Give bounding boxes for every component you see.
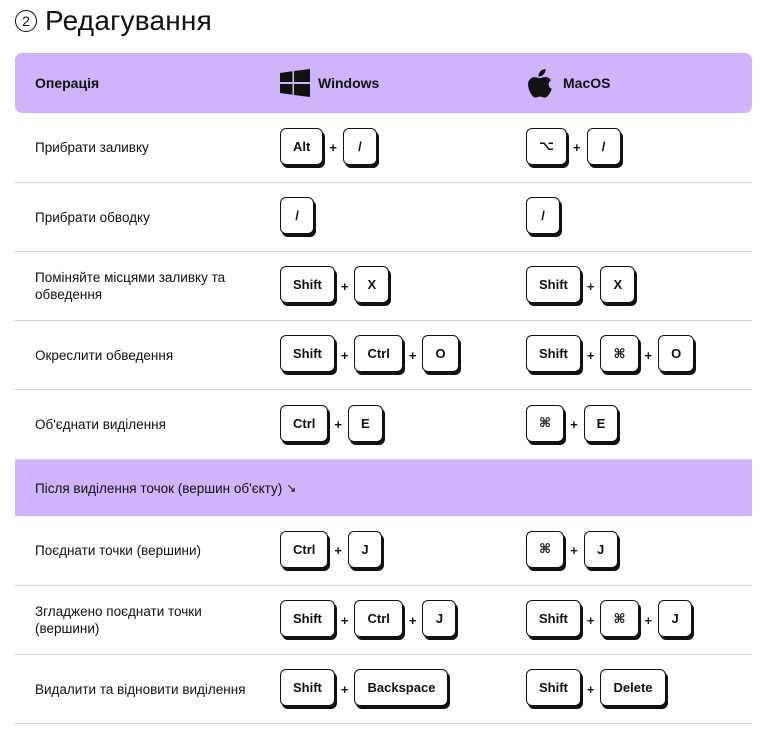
operation-label: Поєднати точки (вершини): [35, 543, 201, 558]
windows-shortcut: [280, 390, 383, 459]
key-cap: Shift: [526, 669, 581, 706]
plus-sign: +: [586, 278, 595, 294]
header-windows: [280, 53, 379, 113]
operation-label: Об'єднати виділення: [35, 417, 166, 432]
macos-shortcut: [526, 252, 635, 320]
macos-shortcut: [526, 321, 694, 389]
rows-bottom: [15, 516, 752, 724]
plus-sign: +: [570, 417, 578, 432]
table-row: [15, 390, 752, 460]
page-title-text: Редагування: [45, 5, 212, 36]
key-cap: Shift: [526, 266, 581, 303]
operation-label: Окреслити обведення: [35, 347, 174, 363]
operation-label: Поміняйте місцями заливку та обведення: [35, 270, 226, 302]
key-cap: Alt: [280, 128, 323, 165]
key-cap: J: [348, 531, 382, 568]
key-cap: J: [584, 531, 618, 568]
windows-shortcut: [280, 321, 459, 389]
key-cap: X: [600, 266, 635, 303]
section-label: Після виділення точок (вершин об'єкту): [35, 480, 283, 496]
key-cap: /: [587, 128, 621, 165]
key-cap: Ctrl: [280, 405, 328, 442]
operation-label: Прибрати обводку: [35, 209, 150, 225]
plus-sign: +: [340, 612, 349, 628]
key-cap: ⌥: [526, 128, 567, 165]
page-title: [15, 3, 212, 39]
key-cap: Ctrl: [280, 531, 328, 568]
plus-sign: +: [408, 347, 417, 363]
table-row: [15, 655, 752, 724]
macos-shortcut: [526, 586, 692, 654]
plus-sign: +: [334, 543, 342, 558]
header-operation: Операція: [35, 75, 100, 91]
plus-sign: +: [329, 140, 337, 155]
key-cap: Ctrl: [354, 335, 402, 372]
windows-shortcut: [280, 516, 382, 585]
key-cap: Ctrl: [354, 600, 402, 637]
macos-shortcut: [526, 655, 666, 723]
key-cap: Shift: [280, 335, 335, 372]
plus-sign: +: [334, 417, 342, 432]
plus-sign: +: [586, 347, 595, 363]
windows-shortcut: [280, 252, 389, 320]
section-banner: [15, 460, 752, 516]
header-macos: [527, 53, 610, 113]
arrow-down-right-icon: ↘: [286, 481, 297, 495]
key-cap: O: [658, 335, 694, 372]
plus-sign: +: [340, 347, 349, 363]
key-cap: Shift: [526, 335, 581, 372]
shortcuts-table: [15, 53, 752, 724]
key-cap: /: [526, 197, 560, 234]
plus-sign: +: [340, 681, 349, 697]
key-cap: Backspace: [354, 669, 448, 706]
windows-logo-icon: [280, 69, 310, 97]
key-cap: Shift: [526, 600, 581, 637]
plus-sign: +: [570, 543, 578, 558]
key-cap: O: [422, 335, 458, 372]
key-cap: J: [658, 600, 692, 637]
plus-sign: +: [644, 347, 653, 363]
key-cap: ⌘: [600, 600, 638, 637]
key-cap: Delete: [600, 669, 665, 706]
table-row: [15, 183, 752, 252]
key-cap: Shift: [280, 669, 335, 706]
plus-sign: +: [586, 681, 595, 697]
windows-shortcut: [280, 586, 456, 654]
macos-shortcut: [526, 113, 621, 182]
key-cap: ⌘: [526, 531, 564, 568]
key-cap: /: [343, 128, 377, 165]
key-cap: X: [354, 266, 389, 303]
plus-sign: +: [586, 612, 595, 628]
key-cap: J: [422, 600, 456, 637]
table-row: [15, 321, 752, 390]
key-cap: ⌘: [526, 405, 564, 442]
key-cap: Shift: [280, 600, 335, 637]
macos-shortcut: [526, 183, 560, 251]
windows-shortcut: [280, 655, 448, 723]
windows-shortcut: [280, 183, 314, 251]
table-row: [15, 516, 752, 586]
header-windows-label: Windows: [318, 75, 380, 91]
key-cap: E: [348, 405, 383, 442]
macos-shortcut: [526, 390, 618, 459]
operation-label: Видалити та відновити виділення: [35, 681, 246, 697]
key-cap: E: [584, 405, 619, 442]
section-number-badge: 2: [15, 10, 37, 32]
windows-shortcut: [280, 113, 377, 182]
table-row: [15, 252, 752, 321]
plus-sign: +: [340, 278, 349, 294]
table-row: [15, 586, 752, 655]
table-row: [15, 113, 752, 183]
apple-logo-icon: [527, 68, 553, 98]
key-cap: Shift: [280, 266, 335, 303]
table-header: [15, 53, 752, 113]
plus-sign: +: [572, 140, 581, 155]
plus-sign: +: [408, 612, 417, 628]
operation-label: Згладжено поєднати точки (вершини): [35, 604, 202, 636]
key-cap: /: [280, 197, 314, 234]
rows-top: [15, 113, 752, 460]
key-cap: ⌘: [600, 335, 638, 372]
operation-label: Прибрати заливку: [35, 140, 149, 155]
header-macos-label: MacOS: [563, 75, 611, 91]
plus-sign: +: [644, 612, 653, 628]
macos-shortcut: [526, 516, 618, 585]
